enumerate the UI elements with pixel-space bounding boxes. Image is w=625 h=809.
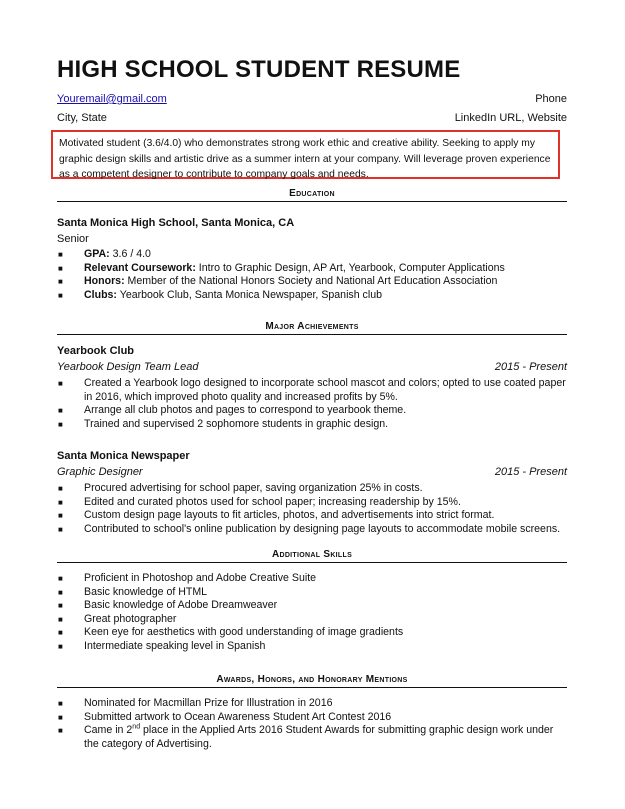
bullet-icon: ■ [58, 406, 63, 415]
item-label: Relevant Coursework: [84, 261, 196, 274]
bullet-icon: ■ [58, 250, 63, 259]
list-item [57, 418, 569, 432]
list-item [57, 289, 569, 303]
item-label: Clubs: [84, 288, 117, 301]
bullet-icon: ■ [58, 628, 63, 637]
links-text: LinkedIn URL, Website [454, 112, 567, 124]
contact-row-1 [57, 93, 567, 105]
item-text: Proficient in Photoshop and Adobe Creative Suite [84, 572, 317, 584]
item-text: Intro to Graphic Design, AP Art, Yearbook, Computer Applications [195, 261, 505, 274]
role-dates: 2015 - Present [494, 466, 567, 478]
bullet-icon: ■ [58, 263, 63, 273]
item-label: GPA: [84, 248, 110, 260]
summary-box: Motivated student (3.6/4.0) who demonstrates strong work ethic and creative ability. Seeking to apply my graphic design skills and artistic drive as a summer intern at your company. Will leverage proven experience as a competent designer to contribute to company goals and needs. [51, 130, 560, 179]
section-heading-achievements: Major Achievements [57, 321, 567, 335]
list-item [57, 697, 569, 711]
bullet-icon: ■ [58, 699, 63, 708]
phone-text: Phone [535, 93, 567, 105]
item-text: Procured advertising for school paper, saving organization 25% in costs. [84, 482, 423, 494]
resume-title: HIGH SCHOOL STUDENT RESUME [57, 56, 461, 83]
list-item [57, 248, 569, 262]
list-item [57, 262, 569, 276]
item-text: Created a Yearbook logo designed to incorporate school mascot and colors; opted to use coated paper in 2016, which improved photo quality and increased profits by 5%. [84, 377, 566, 403]
bullet-icon: ■ [58, 614, 63, 624]
item-text: Trained and supervised 2 sophomore students in graphic design. [84, 417, 389, 430]
item-text: Intermediate speaking level in Spanish [84, 639, 266, 652]
bullet-icon: ■ [58, 712, 63, 722]
role-row-yearbook [57, 361, 567, 373]
item-text: Contributed to school's online publication by designing page layouts to accommodate mobile screens. [84, 522, 561, 535]
item-text: Custom design page layouts to fit articles, photos, and advertisements into strict format. [84, 509, 495, 521]
section-heading-education: Education [57, 188, 567, 202]
list-item [57, 572, 569, 586]
bullet-icon: ■ [58, 484, 63, 493]
item-text: 3.6 / 4.0 [109, 248, 151, 260]
bullet-icon: ■ [58, 379, 63, 388]
bullet-icon: ■ [58, 641, 63, 651]
contact-row-2 [57, 112, 567, 124]
list-item [57, 275, 569, 289]
item-text: Came in 2 [84, 724, 133, 736]
list-item [57, 711, 569, 725]
ordinal-suffix: nd [132, 723, 141, 731]
item-label: Honors: [84, 275, 125, 287]
item-text: Edited and curated photos used for school paper; increasing readership by 15%. [84, 495, 461, 508]
city-state-text: City, State [57, 112, 107, 124]
role-dates: 2015 - Present [494, 361, 567, 373]
item-text: Member of the National Honors Society and National Art Education Association [124, 275, 498, 287]
bullet-icon: ■ [58, 574, 63, 583]
newspaper-list [57, 482, 569, 536]
bullet-icon: ■ [58, 587, 63, 597]
list-item [57, 640, 569, 654]
item-text: Basic knowledge of HTML [84, 585, 208, 598]
list-item [57, 404, 569, 418]
bullet-icon: ■ [58, 290, 63, 300]
list-item [57, 496, 569, 510]
item-text: Yearbook Club, Santa Monica Newspaper, Spanish club [116, 288, 382, 301]
item-text: place in the Applied Arts 2016 Student Awards for submitting graphic design work under the category of Advertising. [84, 724, 554, 750]
section-heading-awards: Awards, Honors, and Honorary Mentions [57, 674, 567, 688]
list-item [57, 509, 569, 523]
bullet-icon: ■ [58, 726, 63, 735]
yearbook-list [57, 377, 569, 431]
list-item [57, 377, 569, 404]
item-text: Submitted artwork to Ocean Awareness Student Art Contest 2016 [84, 710, 392, 723]
list-item [57, 482, 569, 496]
bullet-icon: ■ [58, 277, 63, 286]
org-newspaper: Santa Monica Newspaper [57, 450, 190, 462]
list-item [57, 613, 569, 627]
section-heading-skills: Additional Skills [57, 549, 567, 563]
awards-list [57, 697, 569, 751]
school-name: Santa Monica High School, Santa Monica, CA [57, 217, 295, 229]
list-item [57, 586, 569, 600]
school-level: Senior [57, 233, 89, 245]
item-text: Keen eye for aesthetics with good understanding of image gradients [84, 626, 404, 638]
org-yearbook: Yearbook Club [57, 345, 135, 357]
bullet-icon: ■ [58, 497, 63, 507]
bullet-icon: ■ [58, 511, 63, 520]
role-title: Graphic Designer [57, 466, 143, 478]
item-text: Nominated for Macmillan Prize for Illustration in 2016 [84, 697, 333, 709]
item-text: Arrange all club photos and pages to correspond to yearbook theme. [84, 404, 407, 416]
email-link[interactable]: Youremail@gmail.com [57, 93, 167, 105]
bullet-icon: ■ [58, 419, 63, 429]
skills-list [57, 572, 569, 653]
list-item [57, 626, 569, 640]
list-item [57, 724, 569, 751]
bullet-icon: ■ [58, 524, 63, 534]
bullet-icon: ■ [58, 601, 63, 610]
item-text: Great photographer [84, 612, 177, 625]
item-text: Basic knowledge of Adobe Dreamweaver [84, 599, 278, 611]
role-row-newspaper [57, 466, 567, 478]
list-item [57, 599, 569, 613]
list-item [57, 523, 569, 537]
education-list [57, 248, 569, 302]
role-title: Yearbook Design Team Lead [57, 361, 199, 373]
